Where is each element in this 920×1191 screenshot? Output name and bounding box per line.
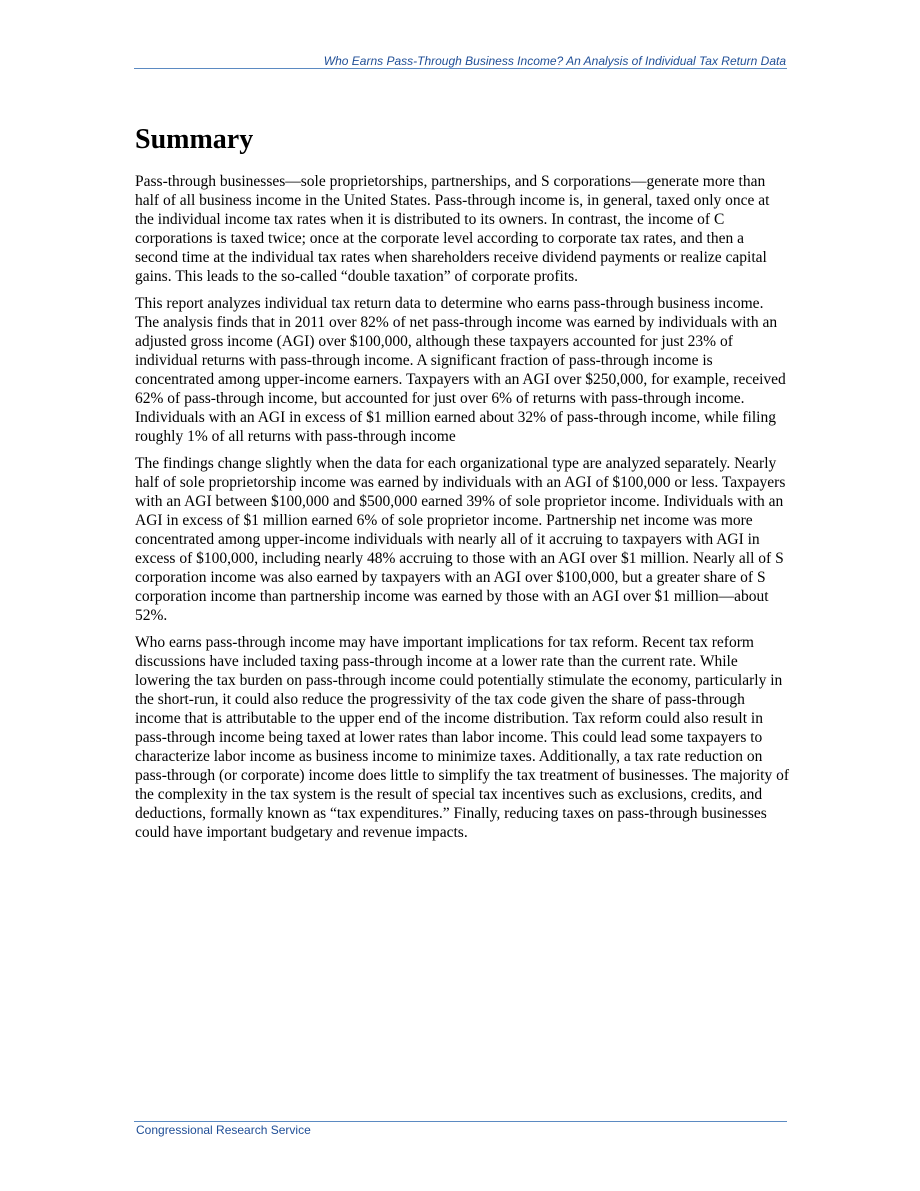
summary-paragraph-4: Who earns pass-through income may have important implications for tax reform. Recent tax reform discussions have included taxing pass-through income at a lower rate than the current rate. While lowering the tax burden on pass-through income could potentially stimulate the economy, particularly in the short-run, it could also reduce the progressivity of the tax code given the share of pass-through income that is attributable to the upper end of the income distribution. Tax reform could also result in pass-through income being taxed at lower rates than labor income. This could lead some taxpayers to characterize labor income as business income to minimize taxes. Additionally, a tax rate reduction on pass-through (or corporate) income does little to simplify the tax treatment of businesses. The majority of the complexity in the tax system is the result of special tax incentives such as exclusions, credits, and deductions, formally known as “tax expenditures.” Finally, reducing taxes on pass-through businesses could have important budgetary and revenue impacts.	[135, 634, 789, 841]
summary-paragraph-1: Pass-through businesses—sole proprietorships, partnerships, and S corporations—generate more than half of all business income in the United States. Pass-through income is, in general, taxed only once at the individual income tax rates when it is distributed to its owners. In contrast, the income of C corporations is taxed twice; once at the corporate level according to corporate tax rates, and then a second time at the individual tax rates when shareholders receive dividend payments or realize capital gains. This leads to the so-called “double taxation” of corporate profits.	[135, 173, 770, 285]
summary-section	[135, 122, 790, 850]
running-header-title: Who Earns Pass-Through Business Income? An Analysis of Individual Tax Return Data	[323, 54, 786, 68]
header-divider	[134, 68, 787, 69]
footer-divider	[134, 1121, 787, 1122]
summary-paragraph-3: The findings change slightly when the data for each organizational type are analyzed separately. Nearly half of sole proprietorship income was earned by individuals with an AGI of $100,000 or less. Taxpayers with an AGI between $100,000 and $500,000 earned 39% of sole proprietor income. Individuals with an AGI in excess of $1 million earned 6% of sole proprietor income. Partnership net income was more concentrated among upper-income individuals with nearly all of it accruing to taxpayers with AGI in excess of $100,000, including nearly 48% accruing to those with an AGI over $1 million. Nearly all of S corporation income was also earned by taxpayers with an AGI over $100,000, but a greater share of S corporation income than partnership income was earned by those with an AGI over $1 million—about 52%.	[135, 455, 786, 624]
section-title: Summary	[135, 124, 254, 155]
summary-paragraph-2: This report analyzes individual tax return data to determine who earns pass-through business income. The analysis finds that in 2011 over 82% of net pass-through income was earned by individuals with an adjusted gross income (AGI) over $100,000, although these taxpayers accounted for just 23% of individual returns with pass-through income. A significant fraction of pass-through income is concentrated among upper-income earners. Taxpayers with an AGI over $250,000, for example, received 62% of pass-through income, but accounted for just over 6% of returns with pass-through income. Individuals with an AGI in excess of $1 million earned about 32% of pass-through income, while filing roughly 1% of all returns with pass-through income	[135, 295, 786, 445]
footer-organization: Congressional Research Service	[136, 1123, 311, 1137]
